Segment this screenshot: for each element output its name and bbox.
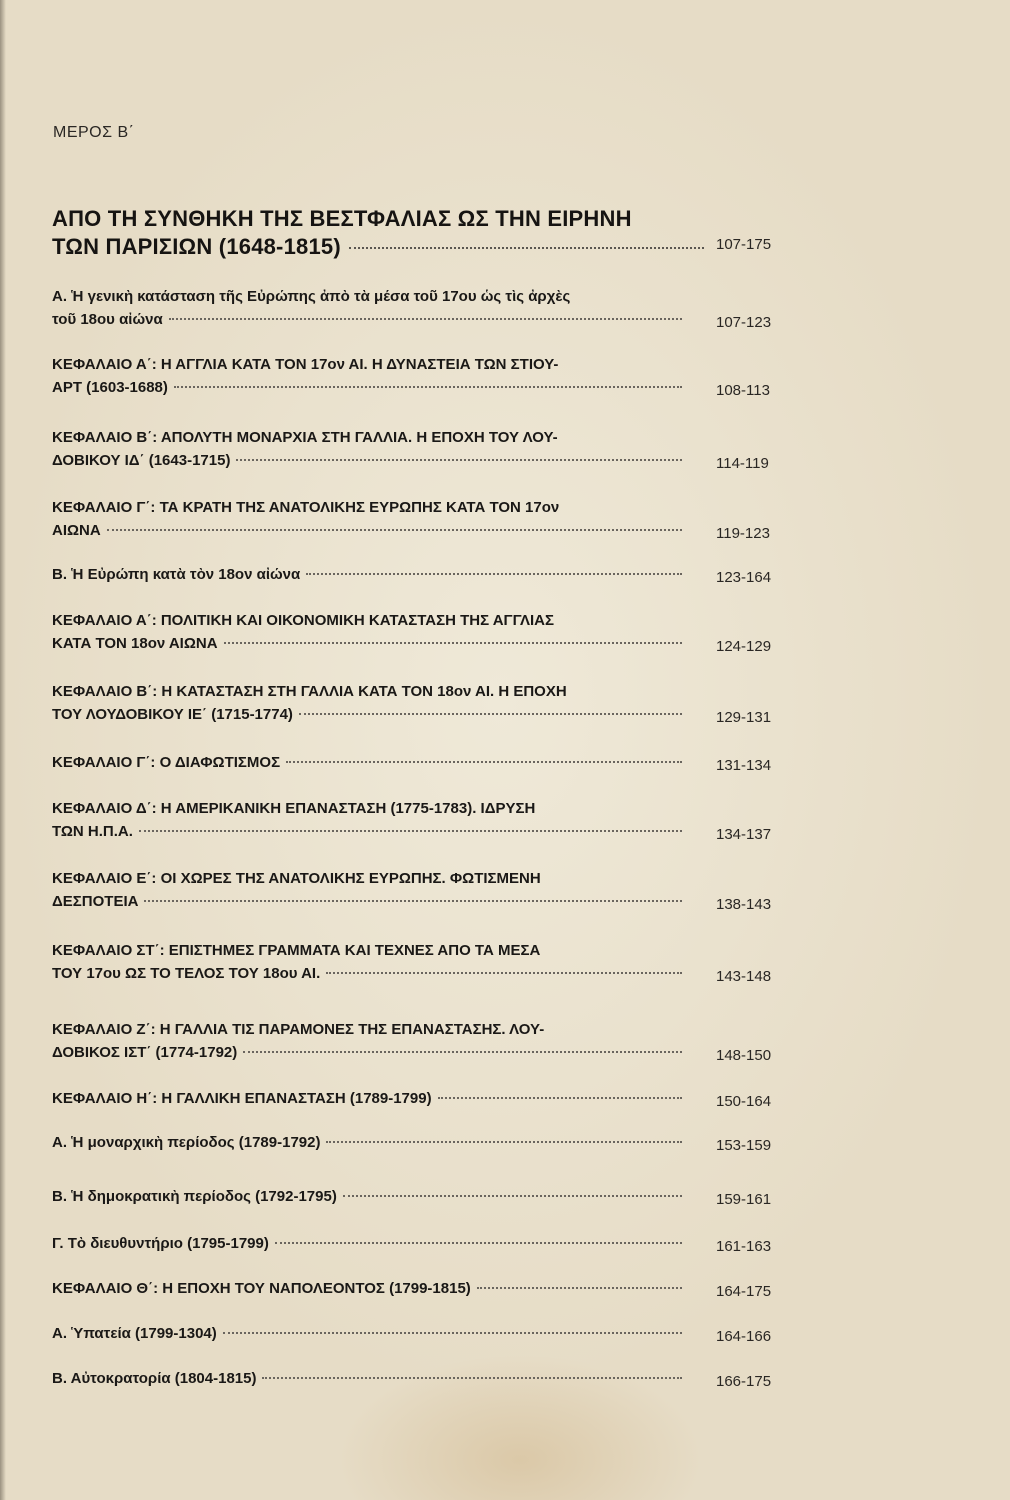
toc-entry xyxy=(52,285,802,331)
toc-entry-line-2: ΚΕΦΑΛΑΙΟ Γ΄: Ο ΔΙΑΦΩΤΙΣΜΟΣ xyxy=(52,754,281,771)
toc-entry-line-1: ΚΕΦΑΛΑΙΟ Α΄: ΠΟΛΙΤΙΚΗ ΚΑΙ ΟΙΚΟΝΟΜΙΚΗ ΚΑΤΑΣΤΑΣΗ ΤΗΣ ΑΓΓΛΙΑΣ xyxy=(52,612,554,629)
toc-entry-pages: 159-161 xyxy=(716,1191,772,1208)
toc-entry-line-1: ΚΕΦΑΛΑΙΟ Ζ΄: Η ΓΑΛΛΙΑ ΤΙΣ ΠΑΡΑΜΟΝΕΣ ΤΗΣ ΕΠΑΝΑΣΤΑΣΗΣ. ΛΟΥ- xyxy=(52,1021,545,1038)
dot-leader xyxy=(223,1332,682,1334)
toc-entry-line-2: Β. Ἡ Εὐρώπη κατὰ τὸν 18ον αἰώνα xyxy=(52,566,301,583)
toc-entry-pages: 138-143 xyxy=(716,896,772,913)
toc-entry xyxy=(52,496,802,542)
part-label: ΜΕΡΟΣ Β΄ xyxy=(53,124,135,141)
page-spine-shadow xyxy=(0,0,6,1500)
toc-entry-line-2: Β. Αὐτοκρατορία (1804-1815) xyxy=(52,1370,257,1387)
dot-leader xyxy=(169,318,682,320)
toc-entry-line-2: Γ. Τὸ διευθυντήριο (1795-1799) xyxy=(52,1235,269,1252)
toc-entry-pages: 107-123 xyxy=(716,314,772,331)
dot-leader xyxy=(236,459,682,461)
toc-entry xyxy=(52,426,802,472)
section-title-pages: 107-175 xyxy=(716,236,772,253)
toc-entry-pages: 114-119 xyxy=(716,455,769,472)
toc-entry xyxy=(52,1087,802,1110)
dot-leader xyxy=(107,529,682,531)
toc-entry xyxy=(52,353,802,399)
dot-leader xyxy=(224,642,682,644)
toc-entry xyxy=(52,1185,802,1208)
toc-entry-line-1: ΚΕΦΑΛΑΙΟ Β΄: Η ΚΑΤΑΣΤΑΣΗ ΣΤΗ ΓΑΛΛΙΑ ΚΑΤΑ ΤΟΝ 18ον ΑΙ. Η ΕΠΟΧΗ xyxy=(52,683,567,700)
toc-entry-line-1: Α. Ἡ γενικὴ κατάσταση τῆς Εὐρώπης ἀπὸ τὰ μέσα τοῦ 17ου ὡς τὶς ἀρχὲς xyxy=(52,288,571,305)
toc-entry-pages: 129-131 xyxy=(716,709,772,726)
toc-entry-line-2: ΚΕΦΑΛΑΙΟ Η΄: Η ΓΑΛΛΙΚΗ ΕΠΑΝΑΣΤΑΣΗ (1789-1799) xyxy=(52,1090,432,1107)
toc-entry-line-1: ΚΕΦΑΛΑΙΟ Ε΄: ΟΙ ΧΩΡΕΣ ΤΗΣ ΑΝΑΤΟΛΙΚΗΣ ΕΥΡΩΠΗΣ. ΦΩΤΙΣΜΕΝΗ xyxy=(52,870,541,887)
dot-leader xyxy=(326,1141,682,1143)
toc-entry-line-2: ΔΟΒΙΚΟΥ ΙΔ΄ (1643-1715) xyxy=(52,452,231,469)
toc-entry xyxy=(52,1367,802,1390)
section-title-line-1: ΑΠΟ ΤΗ ΣΥΝΘΗΚΗ ΤΗΣ ΒΕΣΤΦΑΛΙΑΣ ΩΣ ΤΗΝ ΕΙΡΗΝΗ xyxy=(52,206,632,231)
section-title-line-2-row xyxy=(52,233,712,261)
toc-entry-pages: 134-137 xyxy=(716,826,772,843)
toc-entry-line-2: ΤΟΥ ΛΟΥΔΟΒΙΚΟΥ ΙΕ΄ (1715-1774) xyxy=(52,706,293,723)
toc-entry xyxy=(52,1232,802,1255)
toc-entry-line-1: ΚΕΦΑΛΑΙΟ Γ΄: ΤΑ ΚΡΑΤΗ ΤΗΣ ΑΝΑΤΟΛΙΚΗΣ ΕΥΡΩΠΗΣ ΚΑΤΑ ΤΟΝ 17ον xyxy=(52,499,560,516)
toc-entry-line-2: Β. Ἡ δημοκρατικὴ περίοδος (1792-1795) xyxy=(52,1188,337,1205)
toc-entry-pages: 148-150 xyxy=(716,1047,772,1064)
toc-entry-line-1: ΚΕΦΑΛΑΙΟ ΣΤ΄: ΕΠΙΣΤΗΜΕΣ ΓΡΑΜΜΑΤΑ ΚΑΙ ΤΕΧΝΕΣ ΑΠΟ ΤΑ ΜΕΣΑ xyxy=(52,942,541,959)
toc-entry-line-2: ΚΑΤΑ ΤΟΝ 18ον ΑΙΩΝΑ xyxy=(52,635,218,652)
toc-entry-pages: 131-134 xyxy=(716,757,772,774)
toc-entry xyxy=(52,939,802,985)
toc-entry-line-1: ΚΕΦΑΛΑΙΟ Α΄: Η ΑΓΓΛΙΑ ΚΑΤΑ ΤΟΝ 17ον ΑΙ. Η ΔΥΝΑΣΤΕΙΑ ΤΩΝ ΣΤΙΟΥ- xyxy=(52,356,559,373)
toc-entry xyxy=(52,751,802,774)
toc-entry-line-2: ΔΕΣΠΟΤΕΙΑ xyxy=(52,893,139,910)
toc-entry-line-2: ΑΙΩΝΑ xyxy=(52,522,101,539)
dot-leader xyxy=(139,830,682,832)
toc-entry-pages: 108-113 xyxy=(716,382,770,399)
toc-entry-pages: 164-175 xyxy=(716,1283,772,1300)
dot-leader xyxy=(326,972,682,974)
dot-leader xyxy=(477,1287,682,1289)
toc-entry-pages: 161-163 xyxy=(716,1238,772,1255)
section-title-line-2: ΤΩΝ ΠΑΡΙΣΙΩΝ (1648-1815) xyxy=(52,234,341,259)
toc-entry xyxy=(52,1277,802,1300)
toc-entry-pages: 166-175 xyxy=(716,1373,772,1390)
dot-leader xyxy=(243,1051,682,1053)
dot-leader xyxy=(144,900,682,902)
toc-entry-line-2: ΤΩΝ Η.Π.Α. xyxy=(52,823,133,840)
toc-entry-line-2: ΑΡΤ (1603-1688) xyxy=(52,379,168,396)
toc-entry-line-2: ΔΟΒΙΚΟΣ ΙΣΤ΄ (1774-1792) xyxy=(52,1044,238,1061)
toc-entry xyxy=(52,680,802,726)
toc-entry xyxy=(52,609,802,655)
dot-leader xyxy=(286,761,682,763)
toc-entry xyxy=(52,867,802,913)
dot-leader xyxy=(306,573,682,575)
dot-leader xyxy=(174,386,682,388)
toc-entry-line-2: ΤΟΥ 17ου ΩΣ ΤΟ ΤΕΛΟΣ ΤΟΥ 18ου ΑΙ. xyxy=(52,965,321,982)
dot-leader xyxy=(299,713,682,715)
toc-entry xyxy=(52,1018,802,1064)
toc-entry-line-2: Α. Ὑπατεία (1799-1304) xyxy=(52,1325,217,1342)
toc-entry-pages: 123-164 xyxy=(716,569,772,586)
toc-entry xyxy=(52,797,802,843)
toc-entry xyxy=(52,1131,802,1154)
toc-entry-pages: 119-123 xyxy=(716,525,770,542)
dot-leader xyxy=(275,1242,682,1244)
section-title xyxy=(52,205,712,261)
toc-entry xyxy=(52,1322,802,1345)
toc-entry-line-2: τοῦ 18ου αἰώνα xyxy=(52,311,163,328)
dot-leader xyxy=(343,1195,682,1197)
toc-entry-pages: 143-148 xyxy=(716,968,772,985)
dot-leader xyxy=(438,1097,682,1099)
toc-entry-pages: 153-159 xyxy=(716,1137,772,1154)
toc-entry-pages: 150-164 xyxy=(716,1093,772,1110)
dot-leader xyxy=(349,247,704,249)
toc-entry-pages: 124-129 xyxy=(716,638,772,655)
toc-entry-line-1: ΚΕΦΑΛΑΙΟ Β΄: ΑΠΟΛΥΤΗ ΜΟΝΑΡΧΙΑ ΣΤΗ ΓΑΛΛΙΑ. Η ΕΠΟΧΗ ΤΟΥ ΛΟΥ- xyxy=(52,429,558,446)
toc-entry xyxy=(52,563,802,586)
toc-entry-line-2: ΚΕΦΑΛΑΙΟ Θ΄: Η ΕΠΟΧΗ ΤΟΥ ΝΑΠΟΛΕΟΝΤΟΣ (1799-1815) xyxy=(52,1280,471,1297)
toc-entry-line-2: Α. Ἡ μοναρχικὴ περίοδος (1789-1792) xyxy=(52,1134,321,1151)
dot-leader xyxy=(262,1377,682,1379)
toc-entry-line-1: ΚΕΦΑΛΑΙΟ Δ΄: Η ΑΜΕΡΙΚΑΝΙΚΗ ΕΠΑΝΑΣΤΑΣΗ (1775-1783). ΙΔΡΥΣΗ xyxy=(52,800,536,817)
toc-entry-pages: 164-166 xyxy=(716,1328,772,1345)
